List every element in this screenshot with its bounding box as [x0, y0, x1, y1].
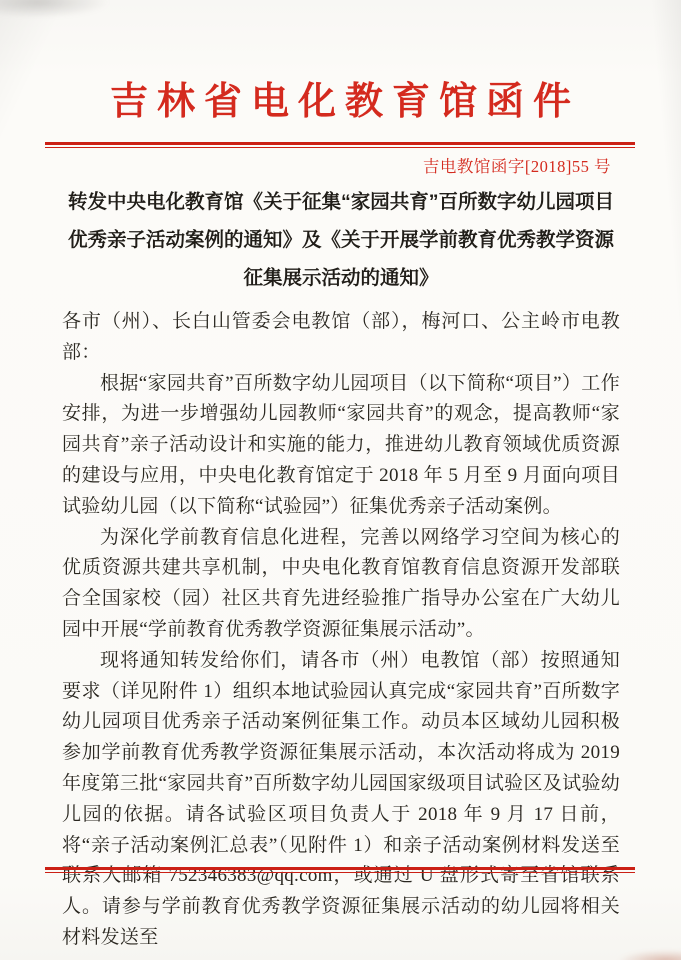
letterhead-title: 吉林省电化教育馆函件: [109, 81, 580, 123]
footer-divider-rule: [45, 867, 635, 873]
salutation-line: 各市（州）、长白山管委会电教馆（部），梅河口、公主岭市电教部：: [62, 311, 620, 363]
scan-artifact-bottom-right: [617, 950, 681, 960]
scan-artifact-top-left: [0, 0, 110, 18]
body-paragraph-2: 为深化学前教育信息化进程，完善以网络学习空间为核心的优质资源共建共享机制，中央电化教育馆教育信息资源开发部联合全国家校（园）社区共育先进经验推广指导办公室在广大幼儿园中开展“学前教育优秀教学资源征集展示活动”。: [62, 526, 620, 640]
letter-body: [62, 183, 620, 954]
document-number: 吉电教馆函字[2018]55 号: [422, 157, 611, 176]
body-paragraph-3: 现将通知转发给你们，请各市（州）电教馆（部）按照通知要求（详见附件 1）组织本地试验园认真完成“家园共育”百所数字幼儿园项目优秀亲子活动案例征集工作。动员本区域幼儿园积极参加学前教育优秀教学资源征集展示活动，本次活动将成为 2019 年度第三批“家园共育”百所数字幼儿园国家级项目试验区及试验幼儿园的依据。请各试验区项目负责人于 2018 年 9 月 17 日前，将“亲子活动案例汇总表”（见附件 1）和亲子活动案例材料发送至联系人邮箱 752346383@qq.com，或通过 U 盘形式寄至省馆联系人。请参与学前教育优秀教学资源征集展示活动的幼儿园将相关材料发送至: [62, 649, 620, 948]
header-divider-rule: [45, 142, 635, 148]
body-paragraph-1: 根据“家园共育”百所数字幼儿园项目（以下简称“项目”）工作安排，为进一步增强幼儿园教师“家园共育”的观念，提高教师“家园共育”亲子活动设计和实施的能力，推进幼儿教育领域优质资源的建设与应用，中央电化教育馆定于 2018 年 5 月至 9 月面向项目试验幼儿园（以下简称“试验园”）征集优秀亲子活动案例。: [62, 372, 620, 517]
notice-title: 转发中央电化教育馆《关于征集“家园共育”百所数字幼儿园项目优秀亲子活动案例的通知》及《关于开展学前教育优秀教学资源征集展示活动的通知》: [67, 191, 614, 289]
